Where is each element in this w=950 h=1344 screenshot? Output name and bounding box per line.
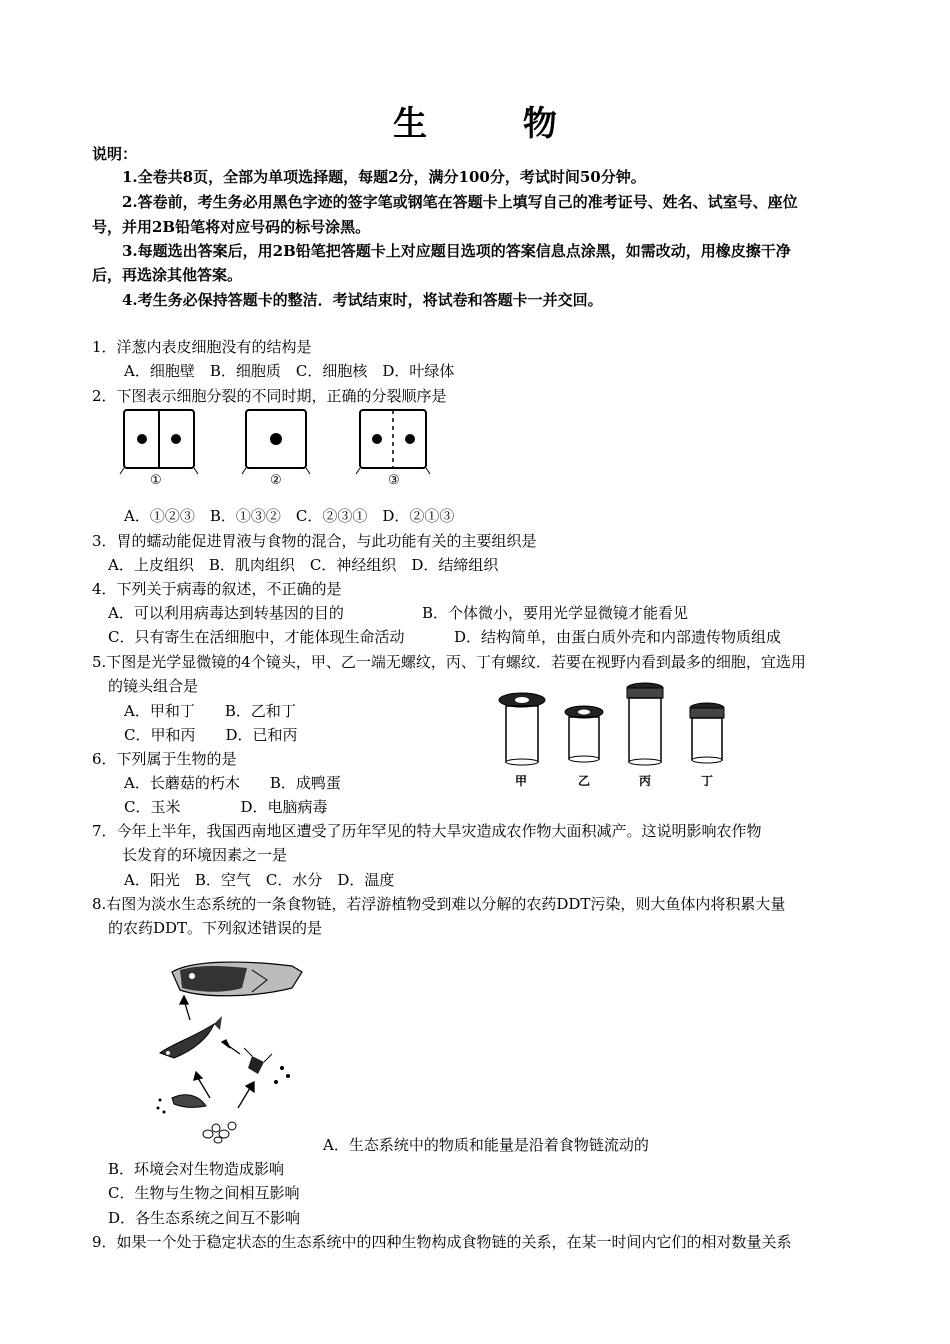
question-6-options-cd: C．玉米 D．电脑病毒 <box>124 798 328 816</box>
lens-bing <box>627 683 663 765</box>
small-fish <box>160 1016 222 1058</box>
question-3-stem: 3．胃的蠕动能促进胃液与食物的混合，与此功能有关的主要组织是 <box>92 532 537 550</box>
food-chain-arrows <box>180 996 254 1108</box>
question-7-options: A．阳光 B．空气 C．水分 D．温度 <box>124 871 395 889</box>
question-4-option-d: D．结构简单，由蛋白质外壳和内部遗传物质组成 <box>454 628 782 646</box>
question-5-stem: 5.下图是光学显微镜的4个镜头，甲、乙一端无螺纹，丙、丁有螺纹．若要在视野内看到最多的细胞，宜选用 <box>92 653 806 671</box>
food-chain-figure <box>152 958 312 1148</box>
question-3-options: A．上皮组织 B．肌肉组织 C．神经组织 D．结缔组织 <box>108 556 499 574</box>
question-8-option-c: C．生物与生物之间相互影响 <box>108 1184 300 1202</box>
question-9-stem: 9．如果一个处于稳定状态的生态系统中的四种生物构成食物链的关系，在某一时间内它们的相对数量关系 <box>92 1233 792 1251</box>
big-fish <box>172 962 302 996</box>
question-4-option-a: A．可以利用病毒达到转基因的目的 <box>108 604 344 622</box>
instruction-item: 1.全卷共8页，全部为单项选择题，每题2分，满分100分，考试时间50分钟。 <box>122 168 646 186</box>
question-8-option-a: A．生态系统中的物质和能量是沿着食物链流动的 <box>323 1136 649 1154</box>
question-1-stem: 1．洋葱内表皮细胞没有的结构是 <box>92 338 312 356</box>
instruction-item: 3.每题选出答案后，用2B铅笔把答题卡上对应题目选项的答案信息点涂黑，如需改动，用橡皮擦干净 <box>122 242 791 260</box>
stage-label: ③ <box>388 473 400 488</box>
instructions-heading: 说明： <box>92 145 138 163</box>
question-8-option-d: D．各生态系统之间互不影响 <box>108 1209 301 1227</box>
cell-division-stage-3 <box>356 410 430 474</box>
zooplankton <box>244 1048 290 1084</box>
question-7-stem-cont: 长发育的环境因素之一是 <box>122 846 288 864</box>
question-5-stem-cont: 的镜头组合是 <box>108 677 199 695</box>
lens-label: 丙 <box>639 774 652 788</box>
cell-division-stage-2 <box>242 410 310 474</box>
lens-label: 乙 <box>578 774 591 788</box>
question-8-option-b: B．环境会对生物造成影响 <box>108 1160 285 1178</box>
lens-label: 甲 <box>515 774 528 788</box>
instruction-item: 4.考生务必保持答题卡的整洁．考试结束时，将试卷和答题卡一并交回。 <box>122 291 603 309</box>
instruction-item: 2.答卷前，考生务必用黑色字迹的签字笔或钢笔在答题卡上填写自己的准考证号、姓名、试室号、座位 <box>122 193 798 211</box>
question-5-options-cd: C．甲和丙 D．已和丙 <box>124 726 298 744</box>
lens-yi <box>565 706 603 762</box>
shrimp <box>157 1095 207 1114</box>
question-7-stem: 7．今年上半年，我国西南地区遭受了历年罕见的特大旱灾造成农作物大面积减产。这说明影响农作物 <box>92 822 762 840</box>
cell-division-stage-1 <box>120 410 198 474</box>
instruction-item: 后，再选涂其他答案。 <box>92 266 243 284</box>
question-6-stem: 6．下列属于生物的是 <box>92 750 237 768</box>
question-2-options: A．①②③ B．①③② C．②③① D．②①③ <box>124 507 455 525</box>
stage-label: ① <box>150 473 162 488</box>
instruction-item: 号，并用2B铅笔将对应号码的标号涂黑。 <box>92 218 371 236</box>
question-4-option-c: C．只有寄生在活细胞中，才能体现生命活动 <box>108 628 405 646</box>
question-6-options-ab: A．长蘑菇的朽木 B．成鸭蛋 <box>124 774 341 792</box>
question-4-stem: 4．下列关于病毒的叙述，不正确的是 <box>92 580 342 598</box>
page-title: 生 物 <box>393 104 599 144</box>
phytoplankton <box>203 1122 236 1143</box>
question-5-options-ab: A．甲和丁 B．乙和丁 <box>124 702 296 720</box>
lens-ding <box>690 703 724 763</box>
question-2-stem: 2．下图表示细胞分裂的不同时期，正确的分裂顺序是 <box>92 387 447 405</box>
lens-jia <box>499 693 545 765</box>
question-4-option-b: B．个体微小，要用光学显微镜才能看见 <box>422 604 689 622</box>
question-1-options: A．细胞壁 B．细胞质 C．细胞核 D．叶绿体 <box>124 362 455 380</box>
lens-label: 丁 <box>701 774 714 788</box>
question-8-stem-cont: 的农药DDT。下列叙述错误的是 <box>108 919 323 937</box>
question-8-stem: 8.右图为淡水生态系统的一条食物链，若浮游植物受到难以分解的农药DDT污染，则大鱼体内将积累大量 <box>92 895 786 913</box>
microscope-lenses-figure <box>494 680 754 770</box>
stage-label: ② <box>270 473 282 488</box>
